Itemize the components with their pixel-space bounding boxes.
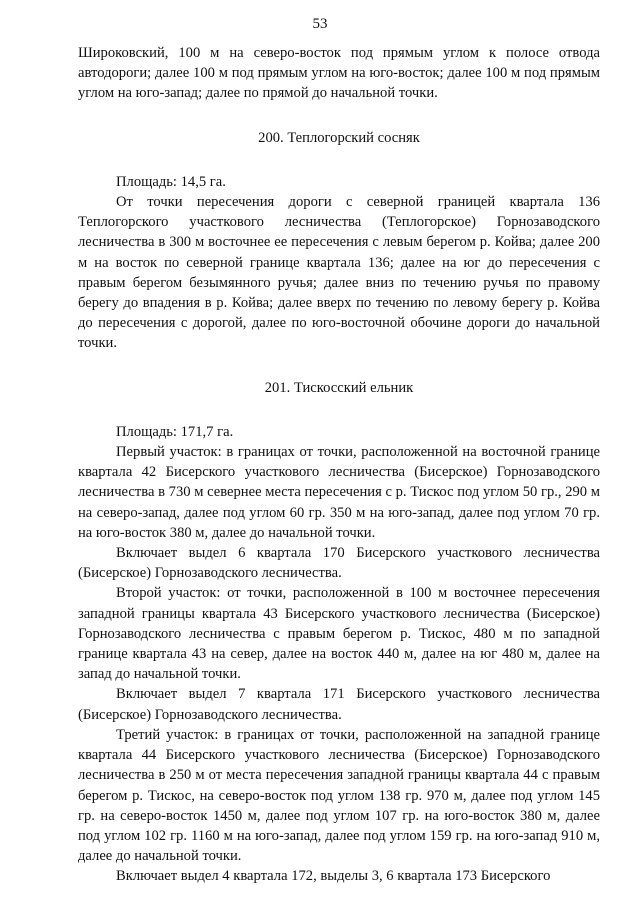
section-201-plot-2: Второй участок: от точки, расположенной в 100 м восточнее пересечения западной границы квартала 43 Бисерского участкового лесничества (Бисерское) Горнозаводского лесничества с правым берегом р. Тискос, 480 м по западной границе квартала 43 на север, далее на восток 440 м, далее на юг 480 м, далее на запад до начальной точки. bbox=[78, 585, 600, 683]
section-200-description: От точки пересечения дороги с северной границей квартала 136 Теплогорского участкового лесничества (Теплогорское) Горнозаводского лесничества в 300 м восточнее ее пересечения с левым берегом р. Койва; далее 200 м на восток по северной границе квартала 136; далее на юг до пересечения с правым берегом безымянного ручья; далее вниз по течению ручья по правому берегу до впадения в р. Койва; далее вверх по течению по левому берегу р. Койва до пересечения с дорогой, далее по юго-восточной обочине дороги до начальной точки. bbox=[78, 194, 600, 352]
section-201-includes-3: Включает выдел 4 квартала 172, выделы 3, 6 квартала 173 Бисерского bbox=[116, 868, 551, 885]
section-201-plot-3: Третий участок: в границах от точки, расположенной на западной границе квартала 44 Бисерского участкового лесничества (Бисерское) Горнозаводского лесничества в 250 м от места пересечения западной границы квартала 44 с правым берегом р. Тискос, на северо-восток под углом 138 гр. 970 м, далее под углом 145 гр. на северо-восток 1450 м, далее под углом 107 гр. на юго-восток 380 м, далее под углом 102 гр. 1160 м на юго-запад, далее под углом 159 гр. на юго-запад 910 м, далее до начальной точки. bbox=[78, 726, 600, 865]
page-number: 53 bbox=[312, 16, 328, 32]
section-201-includes-1: Включает выдел 6 квартала 170 Бисерского участкового лесничества (Бисерское) Горнозаводского лесничества. bbox=[78, 545, 600, 582]
intro-paragraph: Широковский, 100 м на северо-восток под прямым углом к полосе отвода автодороги; далее 100 м под прямым углом на юго-восток; далее 100 м под прямым углом на юго-запад; далее по прямой до начальной точки. bbox=[78, 45, 600, 102]
section-201-includes-2: Включает выдел 7 квартала 171 Бисерского участкового лесничества (Бисерское) Горнозаводского лесничества. bbox=[78, 686, 600, 723]
section-201-title: 201. Тискосский ельник bbox=[264, 379, 414, 396]
section-201-area: Площадь: 171,7 га. bbox=[116, 423, 234, 440]
document-body bbox=[78, 43, 600, 887]
section-200-area: Площадь: 14,5 га. bbox=[116, 173, 226, 190]
section-201-plot-1: Первый участок: в границах от точки, расположенной на восточной границе квартала 42 Бисерского участкового лесничества (Бисерское) Горнозаводского лесничества в 730 м севернее места пересечения с р. Тискос под углом 50 гр., 290 м на северо-запад, далее под углом 60 гр. 350 м на юго-запад, далее под углом 70 гр. на юго-восток 380 м, далее до начальной точки. bbox=[78, 444, 600, 541]
section-200-title: 200. Теплогорский сосняк bbox=[258, 129, 420, 146]
